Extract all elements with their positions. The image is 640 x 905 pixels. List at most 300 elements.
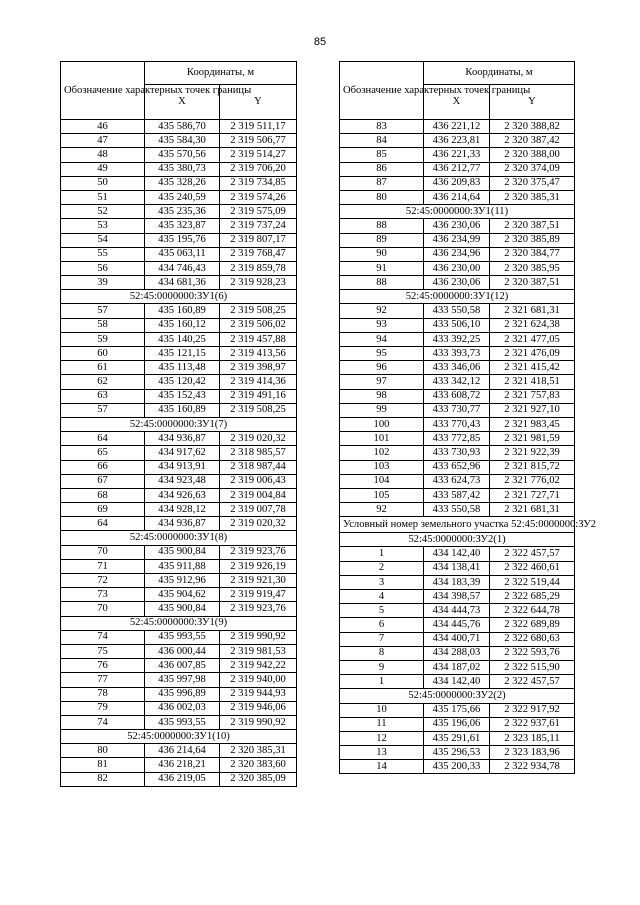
y-coordinate-cell: 2 322 934,78 <box>490 760 575 774</box>
x-coordinate-cell: 434 142,40 <box>424 547 490 561</box>
y-coordinate-cell: 2 319 807,17 <box>220 233 297 247</box>
table-row <box>61 347 297 361</box>
table-row <box>61 375 297 389</box>
point-number-cell: 1 <box>340 675 424 689</box>
point-number-cell: 48 <box>61 148 145 162</box>
table-row <box>61 488 297 502</box>
page-number: 85 <box>313 36 327 48</box>
x-coordinate-cell: 436 221,33 <box>424 148 490 162</box>
point-number-cell: 88 <box>340 219 424 233</box>
y-coordinate-cell: 2 321 415,42 <box>490 361 575 375</box>
point-number-cell: 49 <box>61 162 145 176</box>
parcel-note-row <box>340 517 575 533</box>
y-coordinate-cell: 2 321 727,71 <box>490 488 575 502</box>
point-number-cell: 5 <box>340 604 424 618</box>
x-coordinate-cell: 435 911,88 <box>145 559 220 573</box>
x-coordinate-cell: 436 000,44 <box>145 644 220 658</box>
table-row <box>61 148 297 162</box>
point-number-cell: 97 <box>340 375 424 389</box>
table-row <box>340 162 575 176</box>
y-coordinate-cell: 2 318 985,57 <box>220 446 297 460</box>
x-coordinate-cell: 435 584,30 <box>145 134 220 148</box>
y-coordinate-cell: 2 320 388,82 <box>490 120 575 134</box>
x-coordinate-cell: 435 113,48 <box>145 361 220 375</box>
table-row <box>340 460 575 474</box>
table-row <box>61 403 297 417</box>
x-coordinate-cell: 435 200,33 <box>424 760 490 774</box>
x-coordinate-cell: 436 214,64 <box>145 744 220 758</box>
y-coordinate-cell: 2 319 508,25 <box>220 304 297 318</box>
table-row <box>340 632 575 646</box>
table-row <box>340 233 575 247</box>
y-coordinate-cell: 2 319 706,20 <box>220 162 297 176</box>
point-number-cell: 56 <box>61 261 145 275</box>
point-number-cell: 8 <box>340 646 424 660</box>
table-row <box>61 687 297 701</box>
table-row <box>61 304 297 318</box>
table-row <box>340 675 575 689</box>
x-coordinate-cell: 434 923,48 <box>145 474 220 488</box>
point-number-cell: 61 <box>61 361 145 375</box>
table-row <box>61 276 297 290</box>
y-coordinate-cell: 2 322 593,76 <box>490 646 575 660</box>
table-row <box>340 332 575 346</box>
table-row <box>61 361 297 375</box>
point-number-cell: 103 <box>340 460 424 474</box>
table-row <box>340 120 575 134</box>
x-coordinate-cell: 434 445,76 <box>424 618 490 632</box>
x-coordinate-cell: 433 342,12 <box>424 375 490 389</box>
x-coordinate-cell: 436 219,05 <box>145 772 220 786</box>
y-coordinate-cell: 2 318 987,44 <box>220 460 297 474</box>
point-number-cell: 46 <box>61 120 145 134</box>
y-coordinate-cell: 2 321 681,31 <box>490 304 575 318</box>
table-row <box>340 618 575 632</box>
x-coordinate-cell: 433 770,43 <box>424 417 490 431</box>
point-number-cell: 102 <box>340 446 424 460</box>
x-coordinate-cell: 433 550,58 <box>424 503 490 517</box>
y-coordinate-cell: 2 323 185,11 <box>490 731 575 745</box>
x-coordinate-cell: 435 160,89 <box>145 403 220 417</box>
header-coordinates: Координаты, м <box>145 62 297 85</box>
x-coordinate-cell: 435 993,55 <box>145 630 220 644</box>
table-row <box>340 389 575 403</box>
y-coordinate-cell: 2 319 575,09 <box>220 205 297 219</box>
x-coordinate-cell: 435 291,61 <box>424 731 490 745</box>
x-coordinate-cell: 436 218,21 <box>145 758 220 772</box>
table-row <box>340 561 575 575</box>
x-coordinate-cell: 436 223,81 <box>424 134 490 148</box>
x-coordinate-cell: 434 936,87 <box>145 432 220 446</box>
table-row <box>340 660 575 674</box>
parcel-note: Условный номер земельного участка 52:45:0000000:ЗУ2 <box>340 517 575 533</box>
y-coordinate-cell: 2 319 020,32 <box>220 432 297 446</box>
y-coordinate-cell: 2 322 457,57 <box>490 547 575 561</box>
table-row <box>340 361 575 375</box>
point-number-cell: 58 <box>61 318 145 332</box>
point-number-cell: 2 <box>340 561 424 575</box>
x-coordinate-cell: 433 346,06 <box>424 361 490 375</box>
table-row <box>61 517 297 531</box>
point-number-cell: 3 <box>340 575 424 589</box>
point-number-cell: 96 <box>340 361 424 375</box>
x-coordinate-cell: 435 904,62 <box>145 588 220 602</box>
y-coordinate-cell: 2 322 680,63 <box>490 632 575 646</box>
y-coordinate-cell: 2 321 815,72 <box>490 460 575 474</box>
table-row <box>340 134 575 148</box>
x-coordinate-cell: 435 900,84 <box>145 602 220 616</box>
point-number-cell: 77 <box>61 673 145 687</box>
point-number-cell: 76 <box>61 659 145 673</box>
x-coordinate-cell: 436 214,64 <box>424 190 490 204</box>
x-coordinate-cell: 435 121,15 <box>145 347 220 361</box>
point-number-cell: 73 <box>61 588 145 602</box>
y-coordinate-cell: 2 322 917,92 <box>490 703 575 717</box>
y-coordinate-cell: 2 319 919,47 <box>220 588 297 602</box>
table-row <box>61 772 297 786</box>
y-coordinate-cell: 2 319 574,26 <box>220 190 297 204</box>
y-coordinate-cell: 2 322 460,61 <box>490 561 575 575</box>
point-number-cell: 70 <box>61 545 145 559</box>
x-coordinate-cell: 433 506,10 <box>424 318 490 332</box>
point-number-cell: 91 <box>340 261 424 275</box>
table-row <box>340 247 575 261</box>
table-row <box>340 646 575 660</box>
point-number-cell: 79 <box>61 701 145 715</box>
table-row <box>340 403 575 417</box>
point-number-cell: 66 <box>61 460 145 474</box>
table-row <box>340 417 575 431</box>
y-coordinate-cell: 2 322 515,90 <box>490 660 575 674</box>
x-coordinate-cell: 433 393,73 <box>424 347 490 361</box>
point-number-cell: 69 <box>61 503 145 517</box>
x-coordinate-cell: 433 608,72 <box>424 389 490 403</box>
group-label: 52:45:0000000:ЗУ1(6) <box>61 290 297 304</box>
x-coordinate-cell: 436 230,06 <box>424 219 490 233</box>
x-coordinate-cell: 435 996,89 <box>145 687 220 701</box>
point-number-cell: 92 <box>340 503 424 517</box>
table-row <box>340 590 575 604</box>
table-row <box>61 432 297 446</box>
group-label: 52:45:0000000:ЗУ1(9) <box>61 616 297 630</box>
point-number-cell: 80 <box>340 190 424 204</box>
point-number-cell: 63 <box>61 389 145 403</box>
point-number-cell: 80 <box>61 744 145 758</box>
table-row <box>340 432 575 446</box>
table-row <box>340 717 575 731</box>
point-number-cell: 12 <box>340 731 424 745</box>
x-coordinate-cell: 434 681,36 <box>145 276 220 290</box>
x-coordinate-cell: 435 175,66 <box>424 703 490 717</box>
point-number-cell: 89 <box>340 233 424 247</box>
y-coordinate-cell: 2 319 768,47 <box>220 247 297 261</box>
x-coordinate-cell: 436 212,77 <box>424 162 490 176</box>
y-coordinate-cell: 2 319 491,16 <box>220 389 297 403</box>
y-coordinate-cell: 2 320 385,09 <box>220 772 297 786</box>
table-row <box>61 588 297 602</box>
x-coordinate-cell: 433 550,58 <box>424 304 490 318</box>
y-coordinate-cell: 2 320 388,00 <box>490 148 575 162</box>
table-row <box>61 261 297 275</box>
point-number-cell: 4 <box>340 590 424 604</box>
table-row <box>61 134 297 148</box>
y-coordinate-cell: 2 320 387,51 <box>490 276 575 290</box>
table-row <box>340 547 575 561</box>
table-row <box>340 746 575 760</box>
table-row <box>61 190 297 204</box>
table-row <box>340 731 575 745</box>
x-coordinate-cell: 433 730,93 <box>424 446 490 460</box>
y-coordinate-cell: 2 321 418,51 <box>490 375 575 389</box>
point-number-cell: 7 <box>340 632 424 646</box>
x-coordinate-cell: 436 230,00 <box>424 261 490 275</box>
group-header-row <box>340 689 575 703</box>
point-number-cell: 83 <box>340 120 424 134</box>
table-row <box>340 375 575 389</box>
point-number-cell: 87 <box>340 176 424 190</box>
table-row <box>61 389 297 403</box>
point-number-cell: 78 <box>61 687 145 701</box>
y-coordinate-cell: 2 319 928,23 <box>220 276 297 290</box>
table-row <box>61 318 297 332</box>
x-coordinate-cell: 436 002,03 <box>145 701 220 715</box>
group-label: 52:45:0000000:ЗУ1(7) <box>61 417 297 431</box>
y-coordinate-cell: 2 319 007,78 <box>220 503 297 517</box>
group-header-row <box>340 533 575 547</box>
y-coordinate-cell: 2 319 734,85 <box>220 176 297 190</box>
table-row <box>340 347 575 361</box>
point-number-cell: 60 <box>61 347 145 361</box>
x-coordinate-cell: 435 993,55 <box>145 715 220 729</box>
table-row <box>340 148 575 162</box>
point-number-cell: 39 <box>61 276 145 290</box>
x-coordinate-cell: 436 007,85 <box>145 659 220 673</box>
table-row <box>340 176 575 190</box>
table-row <box>340 318 575 332</box>
point-number-cell: 101 <box>340 432 424 446</box>
header-y: Y <box>220 85 297 120</box>
y-coordinate-cell: 2 319 990,92 <box>220 715 297 729</box>
point-number-cell: 13 <box>340 746 424 760</box>
x-coordinate-cell: 434 400,71 <box>424 632 490 646</box>
y-coordinate-cell: 2 322 937,61 <box>490 717 575 731</box>
point-number-cell: 67 <box>61 474 145 488</box>
point-number-cell: 65 <box>61 446 145 460</box>
y-coordinate-cell: 2 319 414,36 <box>220 375 297 389</box>
coordinates-table-right <box>339 61 597 774</box>
y-coordinate-cell: 2 321 922,39 <box>490 446 575 460</box>
point-number-cell: 85 <box>340 148 424 162</box>
group-header-row <box>61 616 297 630</box>
x-coordinate-cell: 434 183,39 <box>424 575 490 589</box>
y-coordinate-cell: 2 321 776,02 <box>490 474 575 488</box>
table-row <box>340 276 575 290</box>
coordinates-table-left <box>60 61 297 787</box>
point-number-cell: 74 <box>61 715 145 729</box>
point-number-cell: 54 <box>61 233 145 247</box>
table-row <box>340 219 575 233</box>
point-number-cell: 62 <box>61 375 145 389</box>
table-row <box>340 703 575 717</box>
table-row <box>340 261 575 275</box>
y-coordinate-cell: 2 322 689,89 <box>490 618 575 632</box>
group-header-row <box>340 290 575 304</box>
y-coordinate-cell: 2 321 477,05 <box>490 332 575 346</box>
y-coordinate-cell: 2 321 983,45 <box>490 417 575 431</box>
table-row <box>61 233 297 247</box>
table-row <box>61 503 297 517</box>
y-coordinate-cell: 2 319 020,32 <box>220 517 297 531</box>
y-coordinate-cell: 2 320 385,31 <box>490 190 575 204</box>
y-coordinate-cell: 2 321 927,10 <box>490 403 575 417</box>
table-row <box>61 446 297 460</box>
y-coordinate-cell: 2 319 506,02 <box>220 318 297 332</box>
x-coordinate-cell: 434 142,40 <box>424 675 490 689</box>
point-number-cell: 51 <box>61 190 145 204</box>
x-coordinate-cell: 434 913,91 <box>145 460 220 474</box>
y-coordinate-cell: 2 322 685,29 <box>490 590 575 604</box>
header-y: Y <box>490 85 575 120</box>
point-number-cell: 90 <box>340 247 424 261</box>
group-header-row <box>61 730 297 744</box>
table-row <box>61 247 297 261</box>
x-coordinate-cell: 435 997,98 <box>145 673 220 687</box>
table-body-left <box>61 120 297 787</box>
x-coordinate-cell: 435 570,56 <box>145 148 220 162</box>
y-coordinate-cell: 2 320 385,95 <box>490 261 575 275</box>
header-x: X <box>424 85 490 120</box>
point-number-cell: 81 <box>61 758 145 772</box>
group-label: 52:45:0000000:ЗУ1(8) <box>61 531 297 545</box>
point-number-cell: 57 <box>61 304 145 318</box>
y-coordinate-cell: 2 319 946,06 <box>220 701 297 715</box>
table-row <box>340 503 575 517</box>
header-designation: Обозначение характерных точек границы <box>61 62 145 120</box>
x-coordinate-cell: 433 624,73 <box>424 474 490 488</box>
x-coordinate-cell: 436 234,99 <box>424 233 490 247</box>
group-header-row <box>340 205 575 219</box>
x-coordinate-cell: 435 160,89 <box>145 304 220 318</box>
table-body-right <box>340 120 597 774</box>
y-coordinate-cell: 2 320 385,89 <box>490 233 575 247</box>
point-number-cell: 52 <box>61 205 145 219</box>
y-coordinate-cell: 2 322 519,44 <box>490 575 575 589</box>
x-coordinate-cell: 433 772,85 <box>424 432 490 446</box>
y-coordinate-cell: 2 321 476,09 <box>490 347 575 361</box>
table-row <box>61 205 297 219</box>
x-coordinate-cell: 433 392,25 <box>424 332 490 346</box>
header-designation: Обозначение характерных точек границы <box>340 62 424 120</box>
header-x: X <box>145 85 220 120</box>
table-row <box>340 488 575 502</box>
x-coordinate-cell: 435 152,43 <box>145 389 220 403</box>
y-coordinate-cell: 2 320 383,60 <box>220 758 297 772</box>
point-number-cell: 64 <box>61 432 145 446</box>
table-row <box>61 701 297 715</box>
y-coordinate-cell: 2 319 737,24 <box>220 219 297 233</box>
table-row <box>61 120 297 134</box>
y-coordinate-cell: 2 320 387,42 <box>490 134 575 148</box>
table-row <box>61 715 297 729</box>
y-coordinate-cell: 2 319 457,88 <box>220 332 297 346</box>
group-label: 52:45:0000000:ЗУ2(1) <box>340 533 575 547</box>
table-row <box>340 190 575 204</box>
point-number-cell: 55 <box>61 247 145 261</box>
table-row <box>61 474 297 488</box>
x-coordinate-cell: 435 240,59 <box>145 190 220 204</box>
group-header-row <box>61 531 297 545</box>
y-coordinate-cell: 2 319 990,92 <box>220 630 297 644</box>
point-number-cell: 86 <box>340 162 424 176</box>
group-header-row <box>61 417 297 431</box>
y-coordinate-cell: 2 319 944,93 <box>220 687 297 701</box>
table-row <box>61 162 297 176</box>
y-coordinate-cell: 2 319 006,43 <box>220 474 297 488</box>
point-number-cell: 105 <box>340 488 424 502</box>
table-row <box>61 176 297 190</box>
x-coordinate-cell: 435 296,53 <box>424 746 490 760</box>
x-coordinate-cell: 435 235,36 <box>145 205 220 219</box>
table-row <box>61 460 297 474</box>
y-coordinate-cell: 2 321 624,38 <box>490 318 575 332</box>
group-label: 52:45:0000000:ЗУ1(10) <box>61 730 297 744</box>
y-coordinate-cell: 2 319 940,00 <box>220 673 297 687</box>
table-row <box>340 575 575 589</box>
x-coordinate-cell: 433 730,77 <box>424 403 490 417</box>
x-coordinate-cell: 434 288,03 <box>424 646 490 660</box>
x-coordinate-cell: 434 444,73 <box>424 604 490 618</box>
y-coordinate-cell: 2 320 384,77 <box>490 247 575 261</box>
table-row <box>340 604 575 618</box>
table-row <box>61 659 297 673</box>
x-coordinate-cell: 435 586,70 <box>145 120 220 134</box>
point-number-cell: 82 <box>61 772 145 786</box>
point-number-cell: 94 <box>340 332 424 346</box>
table-row <box>61 545 297 559</box>
y-coordinate-cell: 2 319 514,27 <box>220 148 297 162</box>
point-number-cell: 84 <box>340 134 424 148</box>
y-coordinate-cell: 2 319 508,25 <box>220 403 297 417</box>
point-number-cell: 99 <box>340 403 424 417</box>
point-number-cell: 50 <box>61 176 145 190</box>
point-number-cell: 57 <box>61 403 145 417</box>
point-number-cell: 47 <box>61 134 145 148</box>
x-coordinate-cell: 435 063,11 <box>145 247 220 261</box>
point-number-cell: 11 <box>340 717 424 731</box>
x-coordinate-cell: 434 917,62 <box>145 446 220 460</box>
y-coordinate-cell: 2 319 923,76 <box>220 545 297 559</box>
point-number-cell: 14 <box>340 760 424 774</box>
group-header-row <box>61 290 297 304</box>
y-coordinate-cell: 2 319 413,56 <box>220 347 297 361</box>
header-coordinates: Координаты, м <box>424 62 575 85</box>
y-coordinate-cell: 2 323 183,96 <box>490 746 575 760</box>
x-coordinate-cell: 435 323,87 <box>145 219 220 233</box>
point-number-cell: 92 <box>340 304 424 318</box>
y-coordinate-cell: 2 319 398,97 <box>220 361 297 375</box>
table-row <box>340 760 575 774</box>
x-coordinate-cell: 433 587,42 <box>424 488 490 502</box>
x-coordinate-cell: 434 138,41 <box>424 561 490 575</box>
table-row <box>340 446 575 460</box>
group-label: 52:45:0000000:ЗУ1(11) <box>340 205 575 219</box>
x-coordinate-cell: 435 912,96 <box>145 574 220 588</box>
point-number-cell: 59 <box>61 332 145 346</box>
point-number-cell: 74 <box>61 630 145 644</box>
table-row <box>61 630 297 644</box>
y-coordinate-cell: 2 320 375,47 <box>490 176 575 190</box>
x-coordinate-cell: 435 120,42 <box>145 375 220 389</box>
